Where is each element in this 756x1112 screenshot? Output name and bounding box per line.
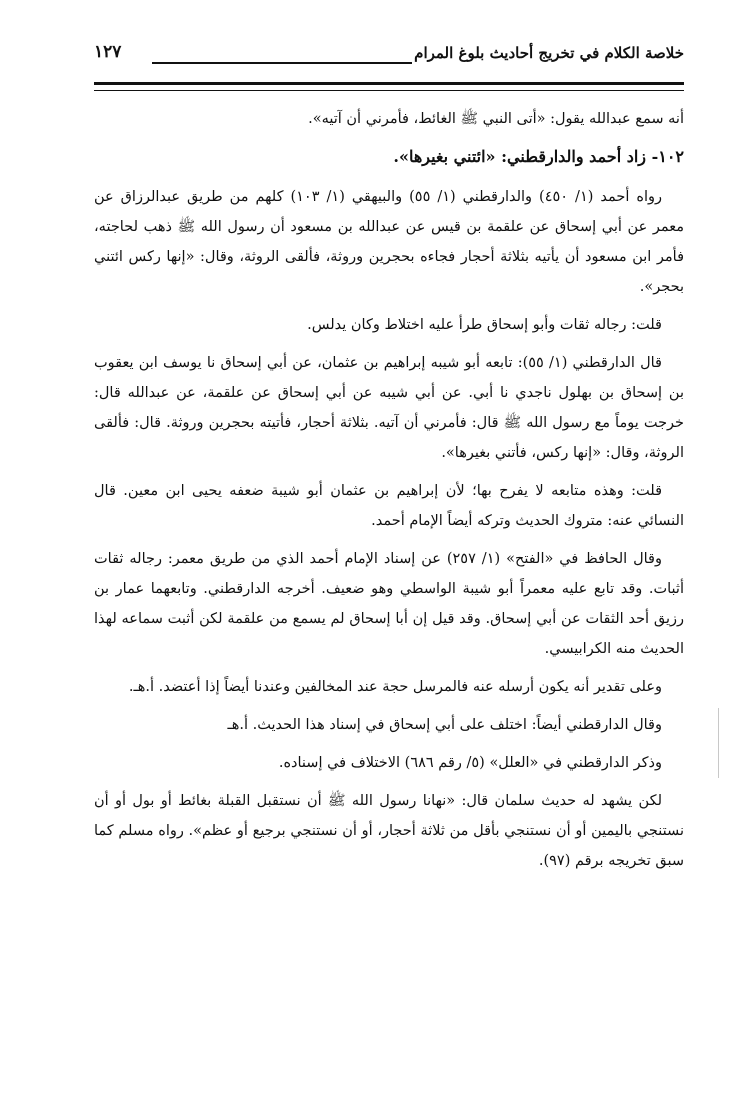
header-title: خلاصة الكلام في تخريج أحاديث بلوغ المرام [414,44,684,62]
header-rule-thin [94,90,684,91]
page-number: ١٢٧ [94,42,122,62]
margin-mark [718,708,719,778]
paragraph-hafiz: وقال الحافظ في «الفتح» (١/ ٢٥٧) عن إسناد الإمام أحمد الذي من طريق معمر: رجاله ثقات أثبات. وقد تابع عليه معمراً أبو شيبة الواسطي وهو ضعيف. أخرجه الدارقطني. وتابعهما عمار بن رزيق أحد الثقات عن أبي إسحاق. وقد قيل إن أبا إسحاق لم يسمع من علقمة لكن أثبت سماعه لهذا الحديث منه الكرابيسي. [94,551,684,657]
body-text [94,104,684,884]
paragraph-mutaba: قلت: وهذه متابعه لا يفرح بها؛ لأن إبراهيم بن عثمان أبو شيبة ضعفه يحيى ابن معين. قال النسائي عنه: متروك الحديث وتركه أيضاً الإمام أحمد. [94,483,684,529]
paragraph-mursal: وعلى تقدير أنه يكون أرسله عنه فالمرسل حجة عند المخالفين وعندنا أيضاً إذا أعتضد. أ.هـ. [128,679,662,695]
paragraph-salman: لكن يشهد له حديث سلمان قال: «نهانا رسول الله ﷺ أن نستقبل القبلة بغائط أو بول أو أن نستنجي باليمين أو أن نستنجي بأقل من ثلاثة أحجار، أو أن نستنجي برجيع أو عظم». رواه مسلم كما سبق تخريجه برقم (٩٧). [94,793,684,869]
header-rule-thick [94,82,684,85]
paragraph-daraqutni-ikhtilaf: وقال الدارقطني أيضاً: اختلف على أبي إسحاق في إسناد هذا الحديث. أ.هـ [227,717,662,733]
hadith-heading: ١٠٢- زاد أحمد والدارقطني: «ائتني بغيرها». [393,147,684,166]
paragraph-takhrij: رواه أحمد (١/ ٤٥٠) والدارقطني (١/ ٥٥) والبيهقي (١/ ١٠٣) كلهم من طريق عبدالرزاق عن معمر عن أبي إسحاق عن علقمة بن قيس عن عبدالله بن مسعود أن رسول الله ﷺ ذهب لحاجته، فأمر ابن مسعود أن يأتيه بثلاثة أحجار فجاءه بحجرين وروثة، فألقى الروثة، وقال: «إنها ركس ائتني بحجر». [94,189,684,295]
paragraph-daraqutni: قال الدارقطني (١/ ٥٥): تابعه أبو شيبه إبراهيم بن عثمان، عن أبي إسحاق نا يوسف ابن يعقوب بن إسحاق بن بهلول ناجدي نا أبي. عن أبي شيبه عن أبي إسحاق عن علقمة، عن عبدالله قال: خرجت يوماً مع رسول الله ﷺ قال: فأمرني أن آتيه. بثلاثة أحجار، فأتيته بحجرين وروثة. قال: فألقى الروثة، وقال: «إنها ركس، فأتني بغيرها». [94,355,684,461]
running-header [94,40,684,74]
paragraph-note: قلت: رجاله ثقات وأبو إسحاق طرأ عليه اختلاط وكان يدلس. [307,317,662,333]
paragraph-hadith-continuation: أنه سمع عبدالله يقول: «أتى النبي ﷺ الغائط، فأمرني أن آتيه». [308,111,684,127]
header-line [152,62,412,64]
paragraph-ilal: وذكر الدارقطني في «العلل» (٥/ رقم ٦٨٦) الاختلاف في إسناده. [278,755,662,771]
